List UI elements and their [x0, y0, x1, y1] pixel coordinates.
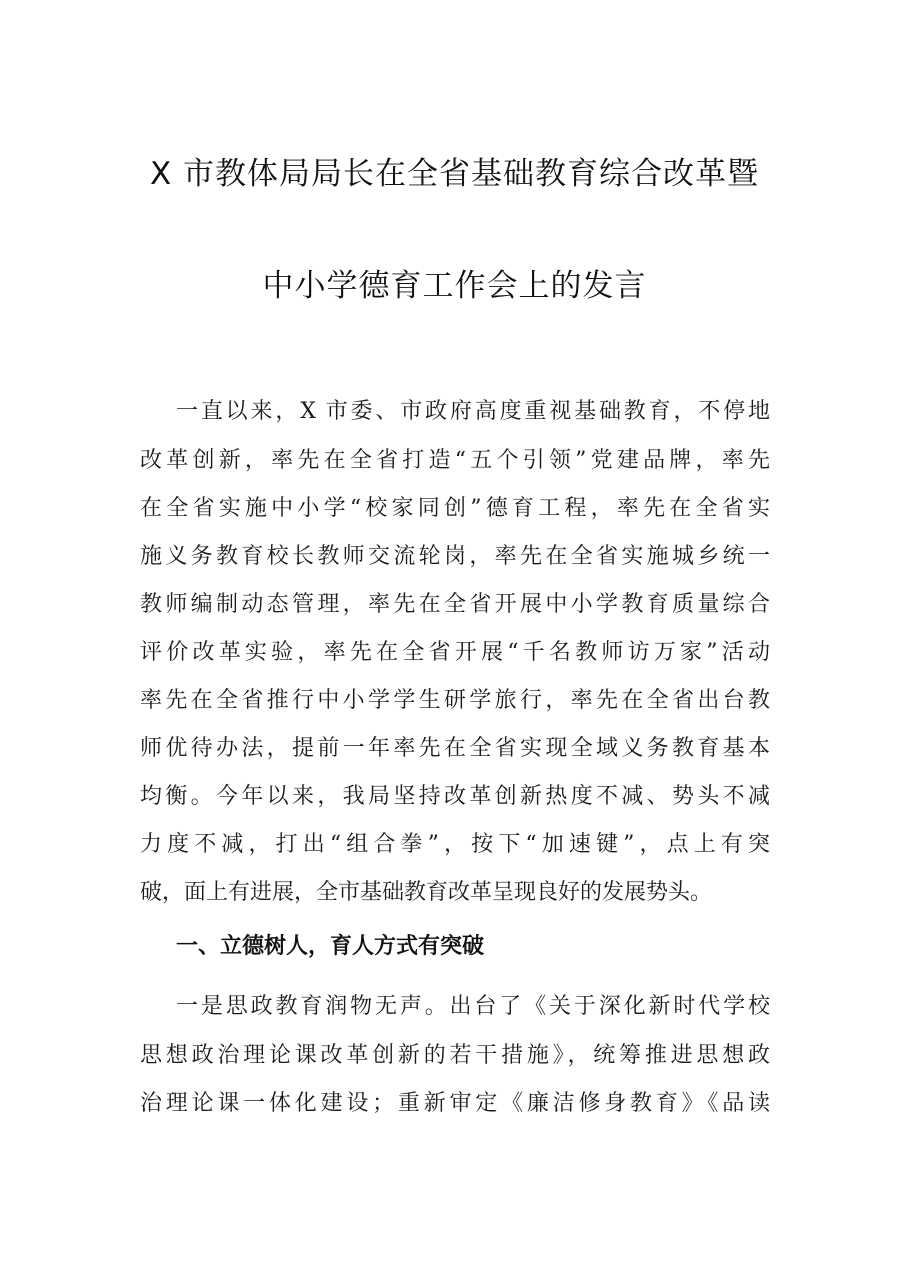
section-paragraph-line: 思想政治理论课改革创新的若干措施》，统筹推进思想政 — [140, 1043, 770, 1068]
intro-paragraph-line: 破，面上有进展，全市基础教育改革呈现良好的发展势头。 — [140, 880, 713, 905]
section-paragraph-line: 一是思政教育润物无声。出台了《关于深化新时代学校 — [176, 994, 770, 1019]
intro-paragraph-line: 均衡。今年以来，我局坚持改革创新热度不减、势头不减 — [140, 784, 770, 809]
section-heading: 一、立德树人，育人方式有突破 — [176, 934, 485, 959]
intro-paragraph-line: 在全省实施中小学“校家同创”德育工程，率先在全省实 — [140, 496, 770, 521]
intro-paragraph-line: 一直以来，X 市委、市政府高度重视基础教育，不停地 — [176, 399, 770, 424]
intro-paragraph-line: 评价改革实验，率先在全省开展“千名教师访万家”活动 — [140, 640, 770, 665]
intro-paragraph-line: 施义务教育校长教师交流轮岗，率先在全省实施城乡统一 — [140, 544, 770, 569]
intro-paragraph-line: 力度不减，打出“组合拳”，按下“加速键”，点上有突 — [140, 832, 770, 857]
document-title-line-1: X 市教体局局长在全省基础教育综合改革暨 — [149, 156, 760, 192]
document-title-line-2: 中小学德育工作会上的发言 — [262, 268, 647, 304]
intro-paragraph-line: 改革创新，率先在全省打造“五个引领”党建品牌，率先 — [140, 448, 770, 473]
intro-paragraph-line: 教师编制动态管理，率先在全省开展中小学教育质量综合 — [140, 592, 770, 617]
section-paragraph-line: 治理论课一体化建设；重新审定《廉洁修身教育》《品读 — [140, 1091, 770, 1116]
intro-paragraph-line: 师优待办法，提前一年率先在全省实现全域义务教育基本 — [140, 736, 770, 761]
intro-paragraph-line: 率先在全省推行中小学学生研学旅行，率先在全省出台教 — [140, 688, 770, 713]
